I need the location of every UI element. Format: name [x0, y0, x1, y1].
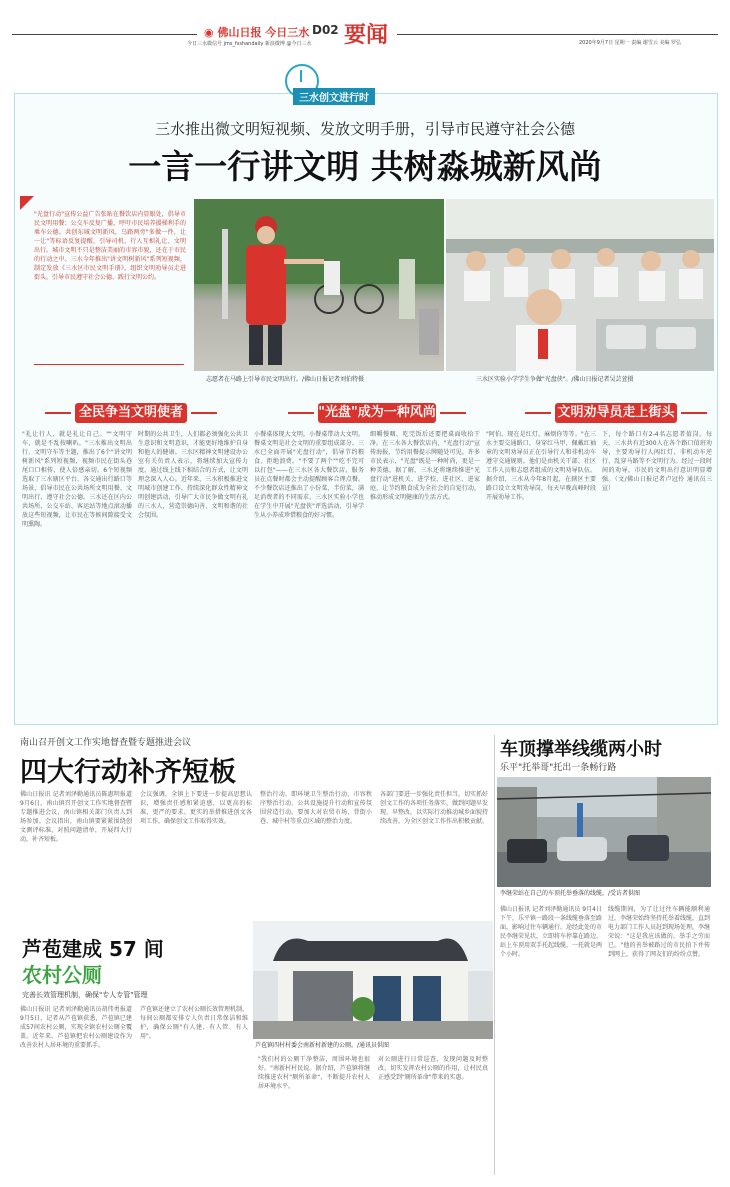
students-illustration [446, 199, 714, 371]
article4-col-2: 芦苞镇还建立了农村公厕长效管理机制，每间公厕都安排专人负责日常保洁和维护，确保公厕"有人建、有人管、有人用"。 [140, 1006, 248, 1040]
lead-underline [34, 364, 184, 365]
lead-box [20, 196, 188, 368]
article2-col-3: 整治行动。即环境卫生整治行动、市容秩序整治行动、公共设施提升行动和宣传氛围营造行动。要加大对农贸市场、背街小巷、城中村等重点区域的整治力度。 [260, 791, 372, 825]
students-photo [446, 199, 714, 371]
header-rule-left [12, 34, 197, 35]
article4-col-3: "我们村的公厕干净整洁，周围环境也很好。"南新村村民说。据介绍，芦苞镇将继续推进农村"厕所革命"，不断提升农村人居环境水平。 [258, 1056, 370, 1090]
article3-col-2: 线缆期间，为了让过往车辆能顺利通过，李继荣始终坚持托举着线缆，直到电力部门工作人员赶到现场处理。李继荣说："这是我应该做的，举手之劳而已。"他的善举被路过的市民拍下并传到网上，获得了网友们的纷纷点赞。 [608, 906, 710, 958]
cable-photo [497, 777, 711, 887]
column-divider [494, 735, 495, 1175]
feature-col-1: "礼让行人，就是礼让自己。""文明守车，就是不乱按喇叭。"三水推出文明出行、文明守车等主题，推出了6个"讲文明树新风"系列短视频，视频市民在街头巷尾口口相传，使人倍感亲切。6个短视频选取了三水辖区平台、各交通出行路口等场景，倡导市民在公共场所文明用餐、文明出行、遵守社会公德。三水还在区内公共场所、公交车站、客运站等地点滚动播放这些短视频，让市民在等候间隙接受文明熏陶。 [22, 431, 132, 528]
lead-text: "光盘行动"宣传公益广告张贴在餐饮店内显眼处，倡导市民文明用餐；公交车反复广播，呼吁市民培养援梯利手的乘车公德。共创东城文明新风，乌路两旁"多做一件，让一让"等标语反复提醒，引导司机、行人互相礼让、文明出行。城市文明不只是整洁美丽的市容市貌，还在于市民的行动之中。三水今年推出"讲文明树新风"系列短视频，制定发放《三水区市民文明手册》，组织文明劝导员走进街头，引导市民遵守社会公德、践行文明公约。 [34, 211, 186, 281]
logo-icon: ◉ [204, 26, 214, 39]
article2-col-4: 各部门要进一步强化责任担当，切实抓好创文工作的各项任务落实，做到问题早发现、早整改，以实际行动推动城乡面貌持续改善，为全区创文工作作出积极贡献。 [380, 791, 488, 825]
feature-col-3: 小餐桌体现大文明。小餐桌带动大文明。餐桌文明是社会文明的重要组成部分。三水已全面开展"光盘行动"，倡导节约粮食、拒绝浪费。"不要了两个""吃不完可以打包"——在三水区各大餐饮店，服务员在点餐时都会主动提醒顾客合理点餐。不少餐饮店还推出了小份菜、半份菜，满足消费者的不同需求。三水区实验小学也在学生中开展"光盘侠"评选活动，引导学生从小养成珍惜粮食的好习惯。 [254, 431, 364, 519]
toilet-illustration [253, 921, 493, 1039]
article4-col-1: 佛山日报讯 记者刘泽勤通讯员胡伟勇报道 9月5日，记者从芦苞镇获悉，芦苞镇已建成57间农村公厕，实现全镇农村公厕全覆盖。近年来，芦苞镇把农村公厕建设作为改善农村人居环境的重要抓手。 [20, 1006, 132, 1049]
feature-col-6: 下，每个路口有2-4名志愿者值岗。每天，三水共有近300人在各个路口值班劝导，主要劝导行人闯红灯、非机动车逆行、乱穿马路等不文明行为。经过一段时间的劝导，市民的文明出行意识明显增强。（文/佛山日报记者卢冠伶 通讯员三宣） [602, 431, 712, 492]
toilet-photo [253, 921, 493, 1039]
article2-kicker: 南山召开创文工作实地督查暨专题推进会议 [20, 738, 192, 748]
toilet-photo-caption: 芦苞镇四村村委会南新村新建的公厕。/通讯员供图 [255, 1042, 390, 1049]
section-head-1: 全民争当文明使者 [75, 403, 187, 423]
section-title: 要闻 [344, 23, 389, 48]
feature-headline: 一言一行讲文明 共树淼城新风尚 [128, 147, 602, 186]
article4-col-4: 对公厕进行日常巡查，发现问题及时整改，切实发挥农村公厕的作用，让村民真正感受到"厕所革命"带来的实惠。 [378, 1056, 488, 1081]
section-name: 今日三水 [265, 26, 310, 39]
paper-logo [204, 24, 309, 40]
section-head-3: 文明劝导员走上街头 [555, 403, 677, 423]
article4-headline-line2: 农村公厕 [22, 963, 102, 987]
cable-illustration [497, 777, 711, 887]
contact-line: 今日三水微信号 jms_fsshandaily 新浪微博 @今日三水 [187, 41, 312, 47]
clock-hand-icon [300, 70, 302, 82]
article4-headline-line1: 芦苞建成 57 间 [22, 937, 164, 961]
article3-headline: 车顶撑举线缆两小时 [500, 739, 662, 760]
article4-kicker: 完善长效管理机制，确保"专人专管"管理 [22, 991, 148, 999]
section-head-2: "光盘"成为一种风尚 [318, 403, 436, 423]
header-rule-right [397, 34, 718, 35]
feature-banner [285, 64, 403, 104]
article3-kicker: 乐平"托举哥"托出一条畅行路 [500, 763, 617, 773]
volunteer-photo [194, 199, 444, 371]
date-editor: 2020年9月7日 星期一 责编 谢雪云 美编 罗弘 [579, 40, 682, 46]
lead-accent-icon [20, 196, 34, 210]
volunteer-photo-caption: 志愿者在马路上引导市民文明出行。/佛山日报记者刘伯特摄 [206, 376, 365, 383]
article2-headline: 四大行动补齐短板 [20, 757, 236, 788]
banner-label: 三水创文进行时 [293, 88, 375, 105]
article2-col-1: 佛山日报讯 记者刘泽勤通讯员陈惠明报道 9月6日，南山镇召开创文工作实地督查暨专题推进会议，南山镇相关部门负责人到场参加。会议指出，南山镇要紧紧围绕创文测评标准，对照问题清单，开展四大行动，补齐短板。 [20, 791, 132, 843]
feature-subtitle: 三水推出微文明短视频、发放文明手册，引导市民遵守社会公德 [154, 120, 575, 138]
feature-col-4: 细嚼慢咽，吃完饭后还要把桌面收拾干净。在三水各大餐饮店内，"光盘行动"宣传海报、节约用餐提示牌随处可见。许多市民表示，"光盘"既是一种时尚，更是一种美德。据了解，三水还将继续推进"光盘行动"进机关、进学校、进社区、进家庭，让节约粮食成为全社会的自觉行动，推动形成文明健康的生活方式。 [370, 431, 480, 501]
page-number: D02 [312, 23, 339, 37]
feature-col-2: 时期的公共卫生，人们都必须强化公共卫生意识和文明意识，才能更好地维护自身和他人的健康。三水区精神文明建设办公室有关负责人表示，将继续加大宣传力度，通过线上线下相结合的方式，让文明理念深入人心。近年来，三水积极推进文明城市创建工作，持续深化群众性精神文明创建活动，引导广大市民争做文明有礼的三水人，营造崇德向善、文明和谐的社会氛围。 [138, 431, 248, 519]
volunteer-illustration [194, 199, 444, 371]
feature-col-5: "阿伯，现在是红灯，麻烦你等等。"在三水主要交通路口，身穿红马甲、佩戴红袖章的文明劝导员正在引导行人和非机动车遵守交通规则。他们是由机关干部、社区工作人员和志愿者组成的文明劝导队伍。据介绍，三水从今年8月起，在辖区主要路口设立文明劝导岗，每天早晚高峰时段开展劝导工作。 [486, 431, 596, 501]
cable-photo-caption: 李继荣站在自己的车顶托举垂落的线缆。/受访者供图 [500, 890, 641, 897]
paper-name: 佛山日报 [217, 26, 262, 39]
article3-col-1: 佛山日报讯 记者刘泽勤通讯员 9月4日下午，乐平镇一路段一条线缆垂落至路面，影响过往车辆通行。途经此处的市民李继荣见状，立即将车停靠在路边，站上车顶用双手托起线缆，一托就是两个小时。 [500, 906, 602, 958]
masthead [12, 12, 718, 56]
students-photo-caption: 三水区实验小学学生争做"光盘侠"。/佛山日报记者吴芸萱摄 [476, 376, 634, 383]
article2-col-2: 会议强调，全镇上下要进一步提高思想认识，增强责任感和紧迫感，以更高的标准、更严的要求、更实的举措推进创文各项工作，确保创文工作取得实效。 [140, 791, 252, 825]
